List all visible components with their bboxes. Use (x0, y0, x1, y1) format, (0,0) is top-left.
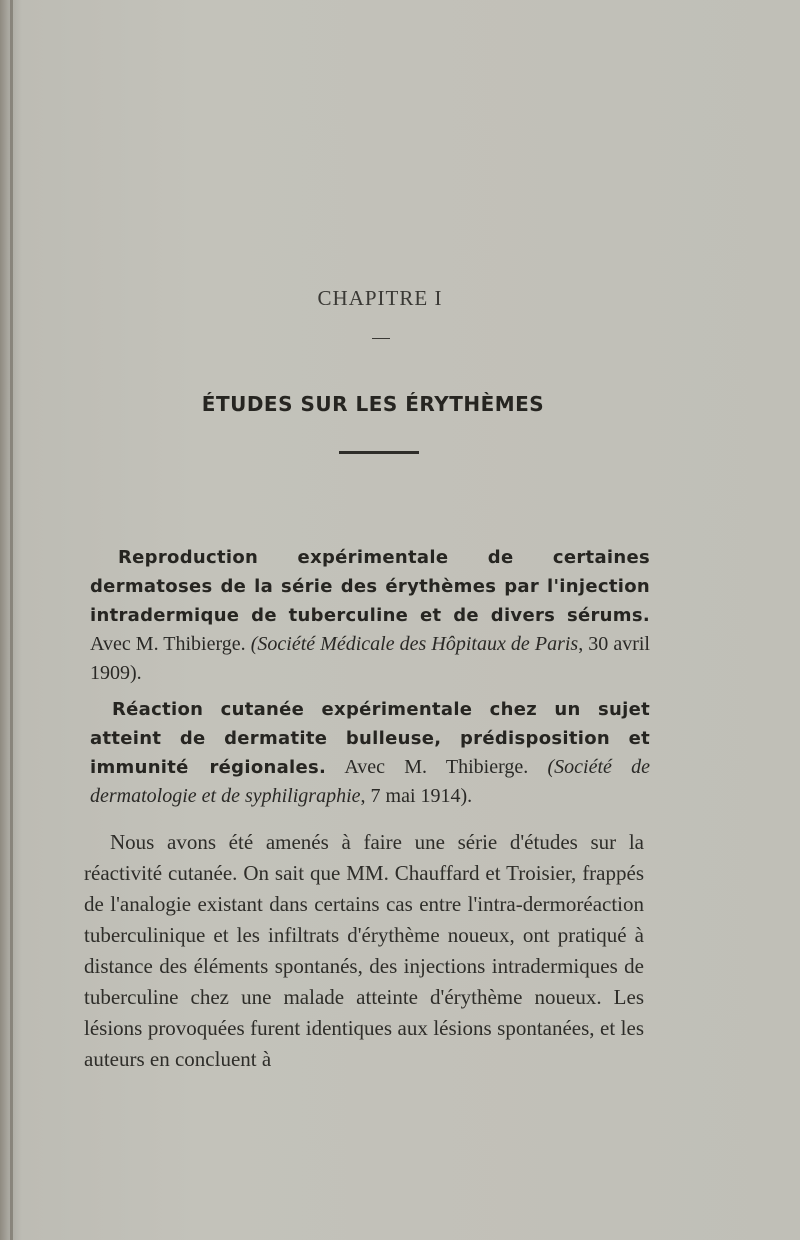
entry-1-date: , 30 avril 1909). (90, 633, 650, 684)
entry-1-source: (Société Médicale des Hôpitaux de Paris (250, 633, 579, 655)
entry-1-authors: Avec M. Thibierge. (90, 633, 246, 655)
title-rule (339, 451, 419, 454)
chapter-separator (372, 338, 390, 339)
body-paragraph: Nous avons été amenés à faire une série d'études sur la réactivité cutanée. On sait que MM. Chauffard et Troisier, frappés de l'analogie existant dans certains cas entre l'intra-dermoréaction tuberculinique et les infiltrats d'érythème noueux, ont pratiqué à distance des éléments spontanés, des injections intradermiques de tuberculine chez une malade atteinte d'érythème noueux. Les lésions provoquées furent identiques aux lésions spontanées, et les auteurs en concluent à (84, 830, 644, 1071)
entry-2-authors: Avec M. Thibierge. (344, 756, 529, 778)
chapter-title: ÉTUDES SUR LES ÉRYTHÈMES (201, 392, 545, 416)
entry-1-title: Reproduction expérimentale de certaines dermatoses de la série des érythèmes par l'injection intradermique de tuberculine et de divers sérums. (90, 547, 650, 626)
entry-2-date: , 7 mai 1914). (360, 785, 473, 807)
entry-2-title: Réaction cutanée expérimentale chez un sujet atteint de dermatite bulleuse, prédisposition et immunité régionales. (90, 699, 650, 778)
bibliography-entry-1 (90, 543, 650, 688)
page-spine-edge (10, 0, 13, 1240)
entry-2-source: (Société de dermatologie et de syphiligraphie (90, 756, 650, 807)
bibliography-entry-2 (90, 695, 650, 811)
chapter-heading: CHAPITRE I (317, 286, 443, 310)
